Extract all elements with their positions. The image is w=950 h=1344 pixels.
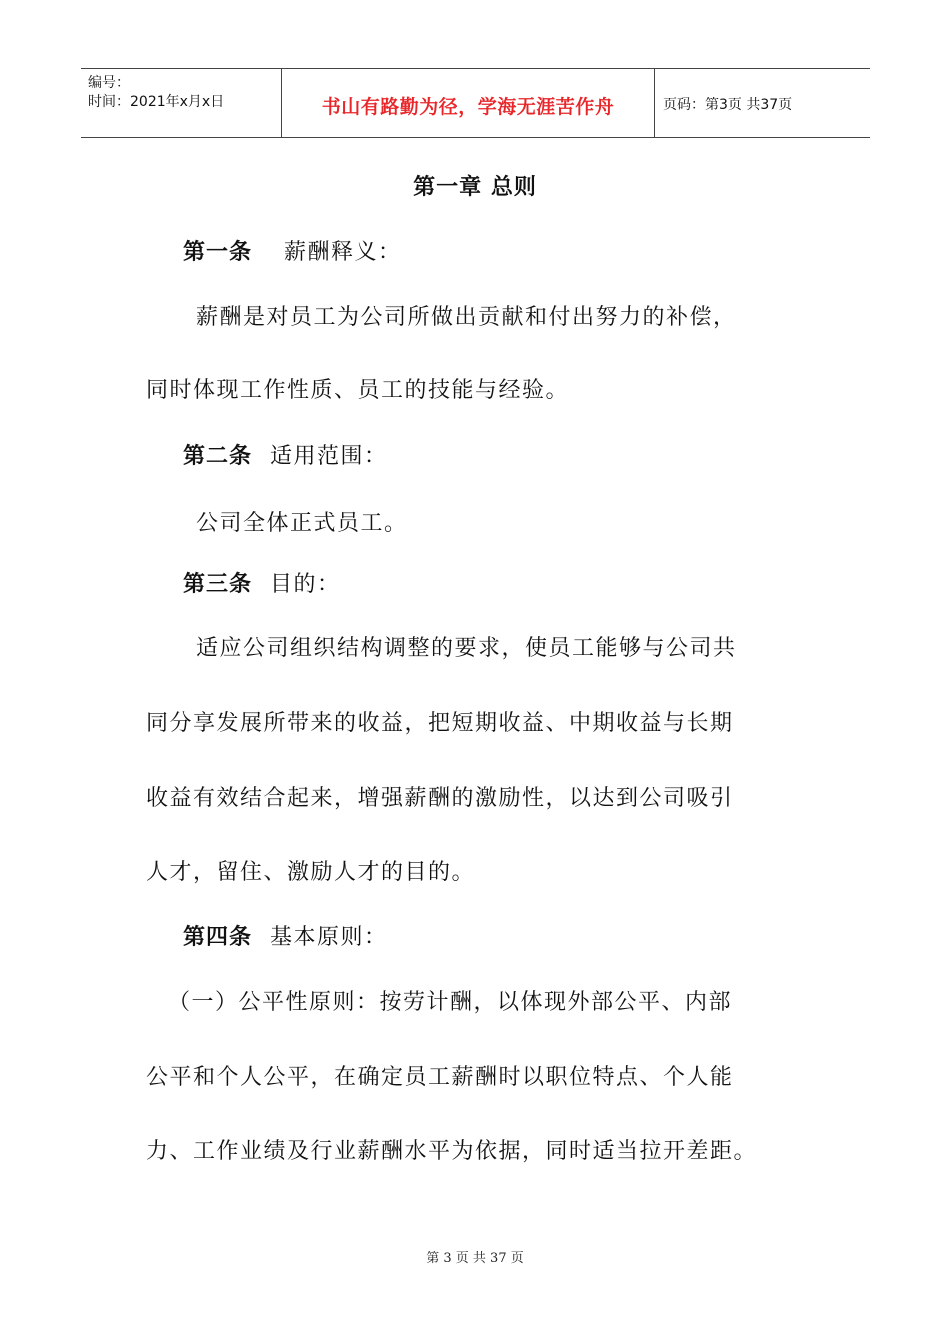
document-number-label: 编号： — [88, 75, 130, 91]
header-motto: 书山有路勤为径，学海无涯苦作舟 — [321, 96, 615, 118]
article-title: 目的： — [270, 572, 341, 597]
article-label: 第四条 — [183, 925, 253, 950]
header-meta-cell — [81, 69, 281, 137]
article-text-line: 公司全体正式员工。 — [196, 511, 408, 536]
article-heading — [183, 439, 388, 470]
chapter-title: 第一章 总则 — [413, 175, 537, 200]
article-text-line: 薪酬是对员工为公司所做出贡献和付出努力的补偿， — [196, 305, 737, 330]
article-title: 基本原则： — [270, 925, 388, 950]
header-divider — [654, 69, 655, 137]
article-title: 适用范围： — [270, 444, 388, 469]
article-text-line: 公平和个人公平，在确定员工薪酬时以职位特点、个人能 — [146, 1065, 734, 1090]
page-footer: 第 3 页 共 37 页 — [426, 1251, 524, 1266]
article-label: 第三条 — [183, 572, 253, 597]
document-time-label: 时间：2021年x月x日 — [88, 94, 225, 110]
article-title: 薪酬释义： — [284, 240, 402, 265]
article-text-line: 收益有效结合起来，增强薪酬的激励性，以达到公司吸引 — [146, 786, 734, 811]
article-label: 第一条 — [183, 240, 253, 265]
article-label: 第二条 — [183, 444, 253, 469]
article-heading — [183, 235, 402, 266]
article-text-line: 同时体现工作性质、员工的技能与经验。 — [146, 378, 570, 403]
article-text-line: 适应公司组织结构调整的要求，使员工能够与公司共 — [196, 636, 737, 661]
article-text-line: 人才，留住、激励人才的目的。 — [146, 860, 476, 885]
article-text-line: 力、工作业绩及行业薪酬水平为依据，同时适当拉开差距。 — [146, 1139, 758, 1164]
document-header — [81, 68, 870, 138]
article-text-line: 同分享发展所带来的收益，把短期收益、中期收益与长期 — [146, 711, 734, 736]
article-heading — [183, 920, 388, 951]
article-text-line: （一）公平性原则：按劳计酬，以体现外部公平、内部 — [168, 990, 733, 1015]
article-heading — [183, 567, 341, 598]
header-page-info: 页码：第3页 共37页 — [663, 97, 793, 113]
